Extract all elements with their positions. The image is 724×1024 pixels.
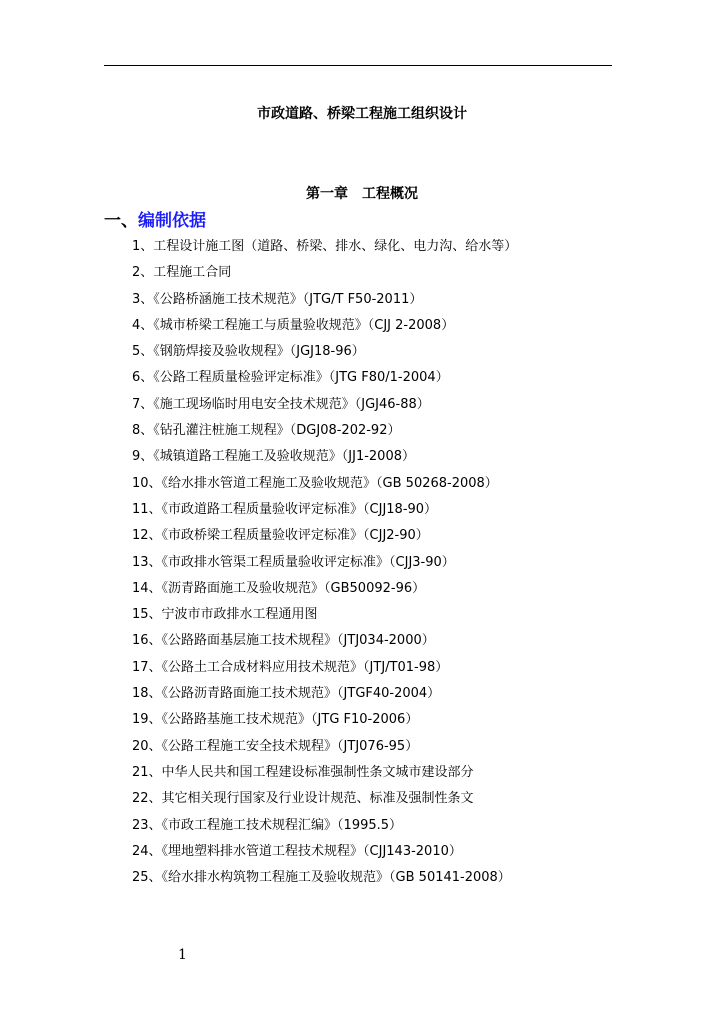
list-item: 24、《埋地塑料排水管道工程技术规程》（CJJ143-2010）	[132, 843, 462, 859]
list-item: 12、《市政桥梁工程质量验收评定标准》（CJJ2-90）	[132, 528, 429, 544]
list-item: 18、《公路沥青路面施工技术规范》（JTGF40-2004）	[132, 686, 441, 702]
list-item: 19、《公路路基施工技术规范》（JTG F10-2006）	[132, 712, 419, 728]
list-item: 22、其它相关现行国家及行业设计规范、标准及强制性条文	[132, 791, 474, 807]
list-item: 16、《公路路面基层施工技术规程》（JTJ034-2000）	[132, 633, 435, 649]
list-item: 14、《沥青路面施工及验收规范》（GB50092-96）	[132, 580, 426, 596]
list-item: 11、《市政道路工程质量验收评定标准》（CJJ18-90）	[132, 501, 438, 517]
list-item: 7、《施工现场临时用电安全技术规范》（JGJ46-88）	[132, 396, 430, 412]
list-item: 23、《市政工程施工技术规程汇编》（1995.5）	[132, 817, 403, 833]
list-item: 2、工程施工合同	[132, 265, 232, 281]
list-item: 1、工程设计施工图（道路、桥梁、排水、绿化、电力沟、给水等）	[132, 239, 518, 254]
section-title: 编制依据	[138, 211, 206, 231]
document-title: 市政道路、桥梁工程施工组织设计	[257, 106, 467, 122]
reference-list	[132, 234, 517, 891]
list-item: 10、《给水排水管道工程施工及验收规范》（GB 50268-2008）	[132, 475, 498, 491]
list-item: 21、中华人民共和国工程建设标准强制性条文城市建设部分	[132, 764, 474, 780]
list-item: 8、《钻孔灌注桩施工规程》（DGJ08-202-92）	[132, 423, 401, 439]
page-number: 1	[178, 947, 187, 963]
list-item: 4、《城市桥梁工程施工与质量验收规范》（CJJ 2-2008）	[132, 317, 455, 333]
list-item: 15、宁波市市政排水工程通用图	[132, 607, 318, 623]
list-item: 9、《城镇道路工程施工及验收规范》（JJ1-2008）	[132, 449, 415, 465]
list-item: 6、《公路工程质量检验评定标准》（JTG F80/1-2004）	[132, 370, 449, 386]
list-item: 20、《公路工程施工安全技术规程》（JTJ076-95）	[132, 738, 419, 754]
list-item: 3、《公路桥涵施工技术规范》（JTG/T F50-2011）	[132, 291, 423, 307]
section-number: 一、	[104, 211, 138, 231]
list-item: 25、《给水排水构筑物工程施工及验收规范》（GB 50141-2008）	[132, 870, 511, 886]
list-item: 17、《公路土工合成材料应用技术规范》（JTJ/T01-98）	[132, 659, 449, 675]
list-item: 13、《市政排水管渠工程质量验收评定标准》（CJJ3-90）	[132, 554, 455, 570]
list-item: 5、《钢筋焊接及验收规程》（JGJ18-96）	[132, 344, 365, 360]
header-rule	[104, 65, 612, 66]
section-heading	[104, 206, 206, 231]
chapter-title: 第一章 工程概况	[306, 186, 418, 202]
